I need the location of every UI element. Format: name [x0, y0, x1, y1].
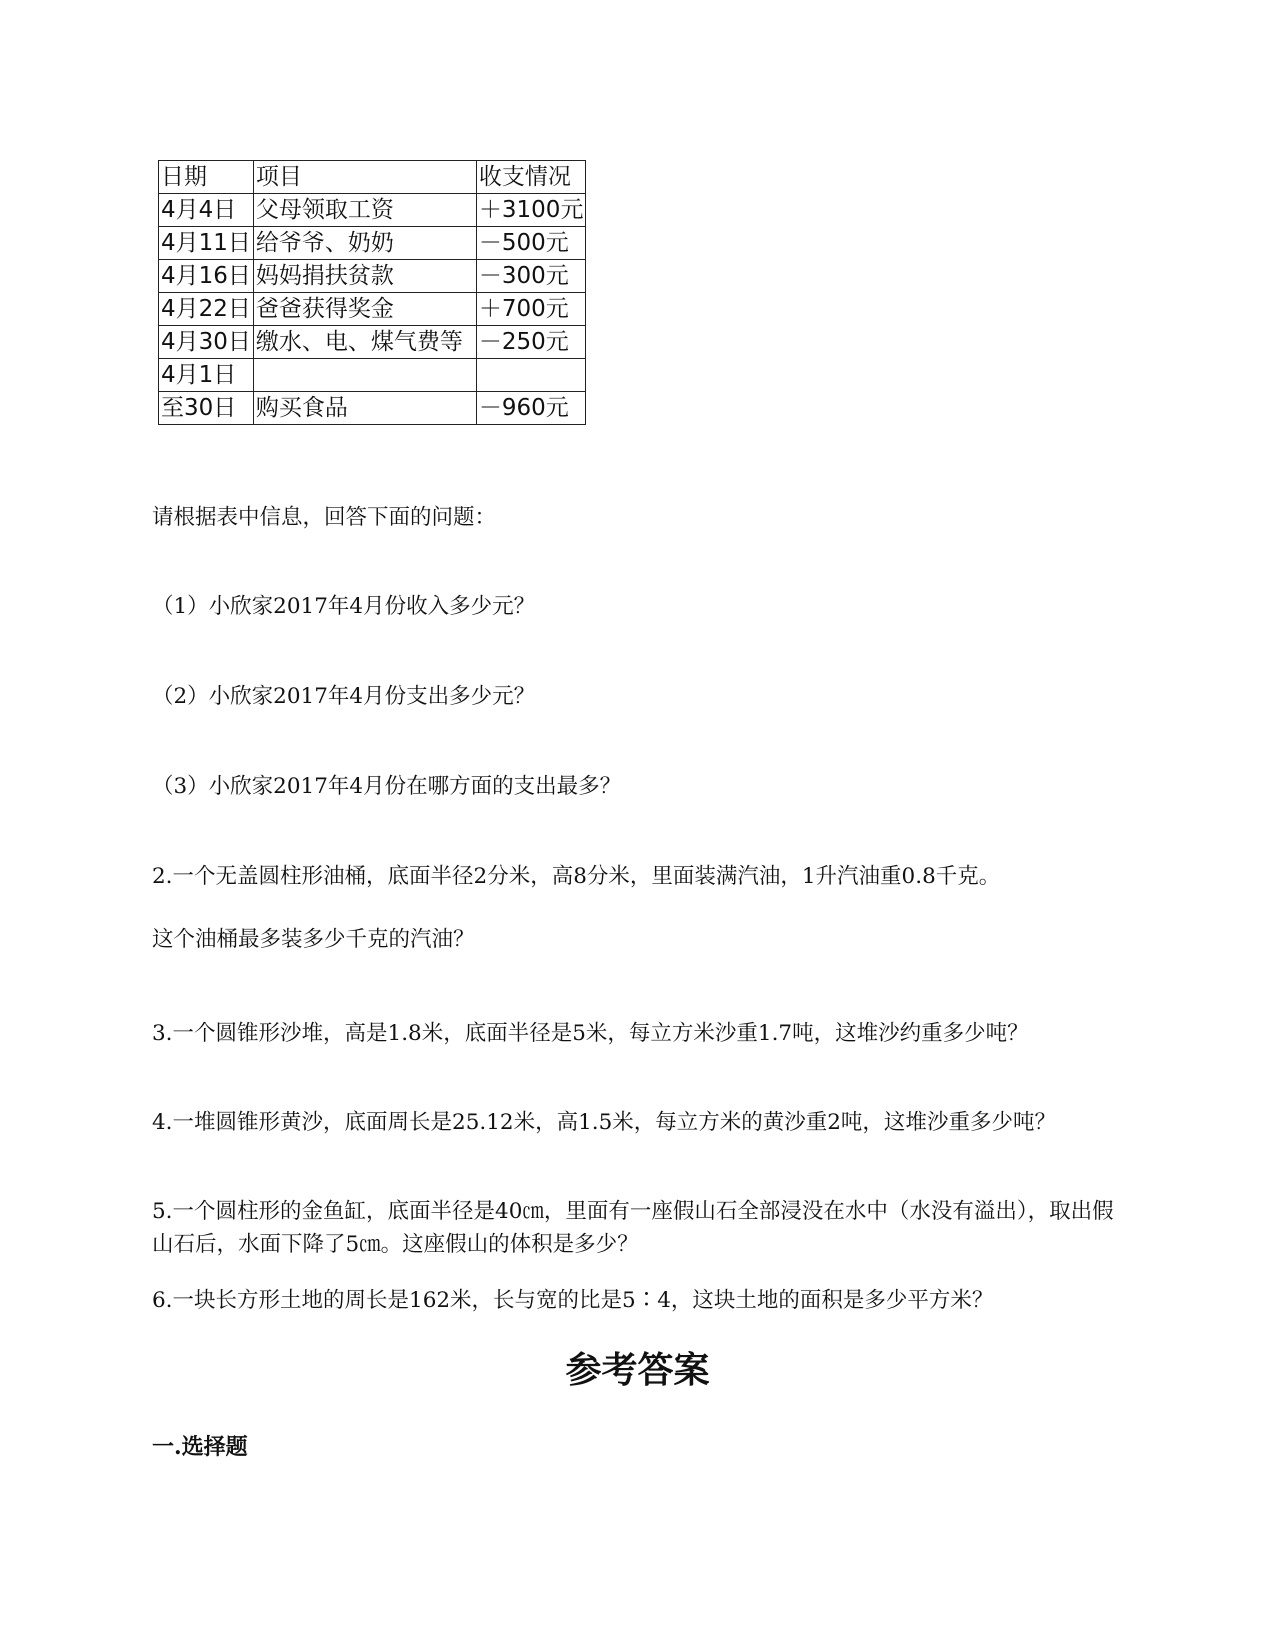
header-amount: 收支情况: [476, 161, 586, 194]
table-row: [159, 359, 586, 392]
cell-amount: －300元: [476, 260, 586, 293]
table-row: [159, 260, 586, 293]
question-4: 4.一堆圆锥形黄沙，底面周长是25.12米，高1.5米，每立方米的黄沙重2吨，这堆沙重多少吨？: [152, 1110, 1056, 1135]
answer-title: 参考答案: [565, 1349, 710, 1391]
cell-item: [253, 359, 476, 392]
cell-amount: －500元: [476, 227, 586, 260]
cell-date: 4月22日: [159, 293, 254, 326]
sub-question-3: （3）小欣家2017年4月份在哪方面的支出最多？: [152, 774, 622, 799]
cell-item: 爸爸获得奖金: [253, 293, 476, 326]
question-prompt: 请根据表中信息，回答下面的问题：: [152, 505, 497, 530]
cell-item: 购买食品: [253, 392, 476, 425]
cell-amount: －250元: [476, 326, 586, 359]
table-row: [159, 227, 586, 260]
table-header-row: [159, 161, 586, 194]
header-item: 项目: [253, 161, 476, 194]
question-5: 5.一个圆柱形的金鱼缸，底面半径是40㎝，里面有一座假山石全部浸没在水中（水没有溢出），取出假山石后，水面下降了5㎝。这座假山的体积是多少？: [152, 1199, 1114, 1257]
cell-item: 给爷爷、奶奶: [253, 227, 476, 260]
table-row: [159, 293, 586, 326]
table-row: [159, 194, 586, 227]
header-date: 日期: [159, 161, 254, 194]
sub-question-1: （1）小欣家2017年4月份收入多少元？: [152, 594, 536, 619]
question-2-line-2: 这个油桶最多装多少千克的汽油？: [152, 927, 475, 952]
cell-amount: ＋3100元: [476, 194, 586, 227]
cell-date: 4月1日: [159, 359, 254, 392]
cell-amount: －960元: [476, 392, 586, 425]
question-3: 3.一个圆锥形沙堆，高是1.8米，底面半径是5米，每立方米沙重1.7吨，这堆沙约重多少吨？: [152, 1021, 1029, 1046]
sub-question-2: （2）小欣家2017年4月份支出多少元？: [152, 684, 536, 709]
cell-item: 父母领取工资: [253, 194, 476, 227]
income-expense-table: [158, 160, 586, 425]
cell-date: 至30日: [159, 392, 254, 425]
table-row: [159, 326, 586, 359]
table-row: [159, 392, 586, 425]
cell-item: 妈妈捐扶贫款: [253, 260, 476, 293]
cell-date: 4月4日: [159, 194, 254, 227]
question-6: 6.一块长方形土地的周长是162米，长与宽的比是5∶4，这块土地的面积是多少平方米？: [152, 1288, 994, 1313]
cell-amount: ＋700元: [476, 293, 586, 326]
cell-date: 4月16日: [159, 260, 254, 293]
cell-date: 4月30日: [159, 326, 254, 359]
question-2-line-1: 2.一个无盖圆柱形油桶，底面半径2分米，高8分米，里面装满汽油，1升汽油重0.8千克。: [152, 864, 1001, 889]
cell-item: 缴水、电、煤气费等: [253, 326, 476, 359]
cell-amount: [476, 359, 586, 392]
section-title: 一.选择题: [152, 1434, 248, 1460]
cell-date: 4月11日: [159, 227, 254, 260]
